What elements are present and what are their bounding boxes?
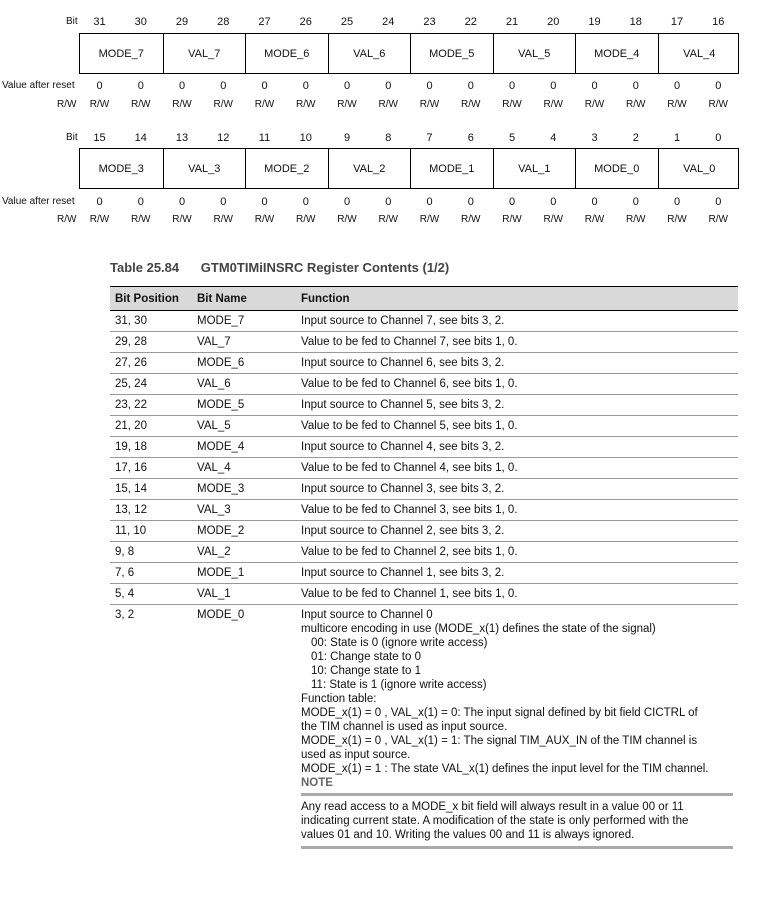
access-type: R/W [461,214,481,225]
bit-name-cell: MODE_6 [192,353,296,374]
bit-position-cell: 19, 18 [110,437,192,458]
bit-number: 11 [258,132,271,144]
bit-position-cell: 23, 22 [110,395,192,416]
register-field: VAL_7 [163,34,246,73]
table-row [110,416,738,437]
register-field: VAL_4 [658,34,741,73]
bit-position-cell: 9, 8 [110,542,192,563]
access-type: R/W [131,214,151,225]
reset-value: 0 [220,196,227,208]
register-field: VAL_2 [328,149,411,188]
function-cell: Input source to Channel 1, see bits 3, 2. [296,563,738,584]
bit-number: 6 [467,132,474,144]
bit-position-cell: 3, 2 [115,609,135,621]
bit-position-cell: 27, 26 [110,353,192,374]
access-type: R/W [543,99,563,110]
field-box-upper [79,33,739,74]
register-field: VAL_6 [328,34,411,73]
register-field: MODE_6 [245,34,328,73]
reset-value: 0 [137,196,144,208]
field-box-lower [79,148,739,189]
table-row [110,584,738,605]
function-line: 11: State is 1 (ignore write access) [311,679,487,691]
header-bit-position: Bit Position [110,287,192,311]
access-type: R/W [502,214,522,225]
bit-position-cell: 13, 12 [110,500,192,521]
bit-position-cell: 5, 4 [110,584,192,605]
access-type: R/W [254,99,275,110]
access-type: R/W [502,99,522,110]
bit-name-cell: VAL_1 [192,584,296,605]
bit-number: 28 [217,16,230,28]
bit-name-cell: MODE_0 [197,609,245,621]
reset-value: 0 [715,196,722,208]
bit-name-cell: MODE_1 [192,563,296,584]
reset-value: 0 [467,196,474,208]
access-type: R/W [667,99,687,110]
table-row [110,542,738,563]
bit-number: 9 [343,132,351,144]
bit-number: 26 [299,16,312,28]
reset-value: 0 [715,80,722,92]
reset-label: Value after reset [2,196,75,207]
reset-value: 0 [302,80,309,92]
reset-value: 0 [550,196,557,208]
bit-number: 29 [175,16,189,28]
access-type: R/W [337,99,357,110]
function-line: Input source to Channel 0 [301,609,433,621]
note-divider [301,846,733,849]
reset-value: 0 [261,80,268,92]
function-cell: Input source to Channel 5, see bits 3, 2. [296,395,738,416]
bit-number: 22 [464,16,477,28]
reset-value: 0 [385,196,392,208]
table-row [110,437,738,458]
bit-position-cell: 21, 20 [110,416,192,437]
function-cell: Input source to Channel 6, see bits 3, 2. [296,353,738,374]
access-type: R/W [337,214,357,225]
register-field: MODE_2 [245,149,328,188]
reset-value: 0 [220,80,227,92]
reset-value: 0 [632,196,639,208]
access-type: R/W [296,99,316,110]
bit-number: 16 [712,16,725,28]
function-line: 01: Change state to 0 [311,651,421,663]
access-type: R/W [419,214,440,225]
table-row-mode-0 [110,605,738,853]
function-line: Function table: [301,693,377,705]
function-line: multicore encoding in use (MODE_x(1) defines the state of the signal) [301,623,656,635]
bit-position-cell: 15, 14 [110,479,192,500]
bit-number: 25 [340,16,354,28]
reset-label: Value after reset [2,80,75,91]
bit-name-cell: MODE_5 [192,395,296,416]
function-line: MODE_x(1) = 0 , VAL_x(1) = 0: The input signal defined by bit field CICTRL of [301,707,698,719]
function-cell: Value to be fed to Channel 2, see bits 1, 0. [296,542,738,563]
access-type: R/W [584,99,605,110]
bit-name-cell: VAL_6 [192,374,296,395]
bit-number: 24 [382,16,395,28]
note-body [301,800,733,842]
register-field: MODE_4 [575,34,658,73]
bit-number: 2 [632,132,639,144]
bit-number: 17 [670,16,684,28]
bit-name-cell: VAL_3 [192,500,296,521]
function-line: 10: Change state to 1 [311,665,421,677]
function-cell: Value to be fed to Channel 6, see bits 1, 0. [296,374,738,395]
function-cell: Value to be fed to Channel 1, see bits 1, 0. [296,584,738,605]
bit-number: 8 [385,132,392,144]
reset-value: 0 [591,196,598,208]
register-field: MODE_7 [98,47,144,60]
bit-name-cell: MODE_4 [192,437,296,458]
table-row [110,395,738,416]
access-type: R/W [626,214,646,225]
table-caption [110,260,449,275]
bit-position-cell: 7, 6 [110,563,192,584]
bit-number: 14 [134,132,147,144]
register-field: MODE_5 [410,34,493,73]
bit-number: 23 [423,16,436,28]
reset-value: 0 [508,196,516,208]
bit-name-cell: VAL_4 [192,458,296,479]
access-type: R/W [89,99,110,110]
reset-value: 0 [178,196,186,208]
access-type: R/W [213,214,233,225]
function-cell: Input source to Channel 3, see bits 3, 2. [296,479,738,500]
bit-number: 10 [299,132,312,144]
bit-number: 5 [508,132,516,144]
reset-value: 0 [343,196,351,208]
bit-number: 27 [258,16,271,28]
function-line: MODE_x(1) = 0 , VAL_x(1) = 1: The signal TIM_AUX_IN of the TIM channel is [301,735,698,747]
register-field: MODE_3 [98,162,144,175]
reset-value: 0 [467,80,474,92]
table-title: GTM0TIMiINSRC Register Contents (1/2) [200,260,450,275]
function-line: MODE_x(1) = 1 : The state VAL_x(1) defines the input level for the TIM channel. [301,763,709,775]
reset-value: 0 [550,80,557,92]
access-type: R/W [296,214,316,225]
reset-value: 0 [96,80,103,92]
function-line: 00: State is 0 (ignore write access) [311,637,488,649]
reset-value: 0 [137,80,144,92]
note-line: values 01 and 10. Writing the values 00 and 11 is always ignored. [301,829,635,841]
table-row [110,332,738,353]
function-cell: Value to be fed to Channel 3, see bits 1, 0. [296,500,738,521]
function-line: used as input source. [301,749,411,761]
table-row [110,500,738,521]
register-field: MODE_1 [410,149,493,188]
bit-name-cell: MODE_2 [192,521,296,542]
access-type: R/W [461,99,481,110]
reset-value: 0 [426,196,433,208]
bit-label: Bit [66,132,78,143]
reset-value: 0 [96,196,103,208]
function-line: the TIM channel is used as input source. [301,721,508,733]
access-type: R/W [254,214,275,225]
header-function: Function [296,287,738,311]
function-cell: Value to be fed to Channel 7, see bits 1, 0. [296,332,738,353]
reset-value: 0 [385,80,392,92]
bit-number: 30 [134,16,147,28]
reset-value: 0 [302,196,309,208]
bit-number: 13 [175,132,189,144]
table-row [110,311,738,332]
bit-number: 20 [547,16,560,28]
bit-number: 3 [591,132,598,144]
function-cell: Value to be fed to Channel 5, see bits 1, 0. [296,416,738,437]
bit-position-cell: 31, 30 [110,311,192,332]
bit-number: 15 [93,132,106,144]
note-divider [301,793,733,796]
bit-number: 21 [505,16,519,28]
function-description [301,608,733,776]
register-field: VAL_5 [493,34,576,73]
reset-value: 0 [343,80,351,92]
table-number: Table 25.84 [110,260,180,275]
bit-position-cell: 17, 16 [110,458,192,479]
note-line: indicating current state. A modification of the state is only performed with the [301,815,689,827]
access-type: R/W [89,214,110,225]
bit-number: 1 [673,132,681,144]
function-cell: Input source to Channel 4, see bits 3, 2. [296,437,738,458]
rw-label: R/W [57,214,77,225]
bit-name-cell: VAL_5 [192,416,296,437]
table-row [110,458,738,479]
reset-value: 0 [178,80,186,92]
access-type: R/W [131,99,151,110]
bit-number: 4 [550,132,557,144]
access-type: R/W [584,214,605,225]
access-type: R/W [378,214,398,225]
function-cell: Input source to Channel 7, see bits 3, 2. [296,311,738,332]
bit-number: 31 [93,16,106,28]
access-type: R/W [172,99,192,110]
table-row [110,353,738,374]
function-cell: Value to be fed to Channel 4, see bits 1, 0. [296,458,738,479]
table-row [110,521,738,542]
bit-label: Bit [66,16,78,27]
register-field: VAL_0 [658,149,741,188]
reset-value: 0 [426,80,433,92]
note-line: Any read access to a MODE_x bit field will always result in a value 00 or 11 [301,801,684,813]
bit-name-cell: MODE_7 [192,311,296,332]
function-cell: Input source to Channel 2, see bits 3, 2. [296,521,738,542]
reset-value: 0 [673,80,681,92]
access-type: R/W [419,99,440,110]
register-field: VAL_3 [163,149,246,188]
register-contents-table [110,286,738,852]
access-type: R/W [667,214,687,225]
register-field: VAL_1 [493,149,576,188]
reset-value: 0 [673,196,681,208]
bit-name-cell: MODE_3 [192,479,296,500]
access-type: R/W [708,214,728,225]
access-type: R/W [213,99,233,110]
reset-value: 0 [632,80,639,92]
bit-number: 7 [426,132,433,144]
bit-number: 12 [217,132,230,144]
access-type: R/W [543,214,563,225]
header-bit-name: Bit Name [192,287,296,311]
register-field: MODE_0 [575,149,658,188]
access-type: R/W [172,214,192,225]
rw-label: R/W [57,99,77,110]
access-type: R/W [708,99,728,110]
reset-value: 0 [508,80,516,92]
table-row [110,374,738,395]
note-title: NOTE [301,777,333,789]
access-type: R/W [378,99,398,110]
bit-name-cell: VAL_7 [192,332,296,353]
bit-number: 19 [588,16,601,28]
table-header-row [110,287,738,311]
table-row [110,479,738,500]
bit-position-cell: 25, 24 [110,374,192,395]
bit-number: 0 [715,132,722,144]
reset-value: 0 [261,196,268,208]
reset-value: 0 [591,80,598,92]
function-cell [296,605,738,853]
bit-name-cell: VAL_2 [192,542,296,563]
access-type: R/W [626,99,646,110]
bit-position-cell: 29, 28 [110,332,192,353]
bit-position-cell: 11, 10 [110,521,192,542]
bit-number: 18 [629,16,642,28]
table-row [110,563,738,584]
